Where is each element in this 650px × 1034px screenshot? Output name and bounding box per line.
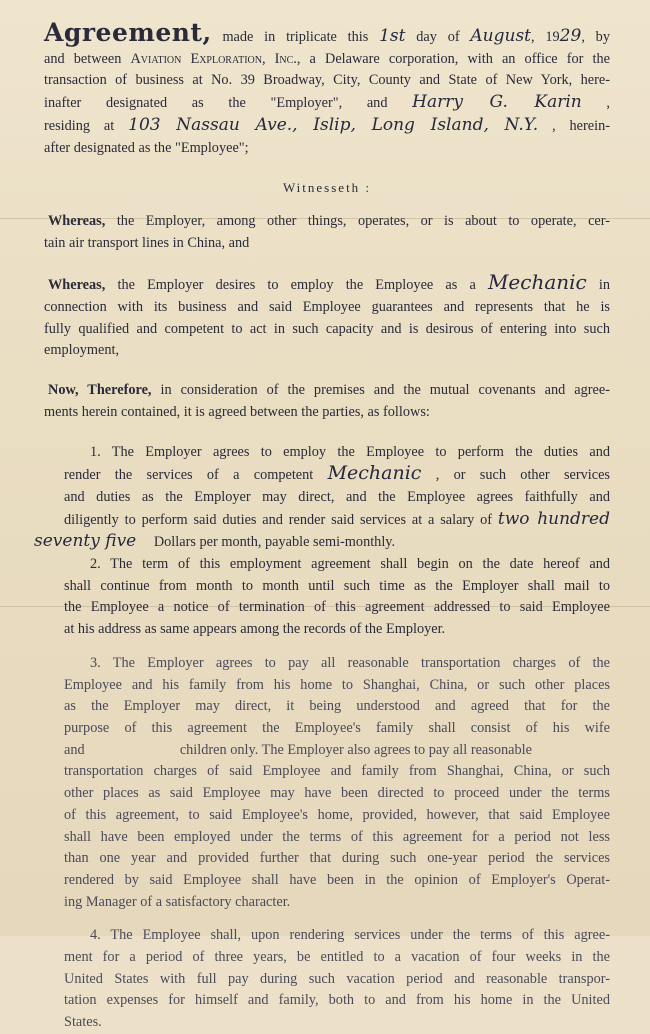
whereas-2-line-4: employment,: [44, 342, 120, 359]
company-name: Aviation Exploration, Inc.: [130, 50, 297, 67]
handwritten-salary: two hundred: [497, 508, 610, 529]
handwritten-employee-name: Harry G. Karin: [412, 92, 582, 113]
whereas-2-line-3: fully qualified and competent to act in such capacity and is desirous of entering into such: [44, 320, 610, 337]
header-line-5: residing at 103 Nassau Ave., Islip, Long Island, N.Y. , herein-: [44, 114, 611, 135]
handwritten-day: 1st: [379, 26, 406, 46]
handwritten-position: Mechanic: [487, 270, 587, 295]
whereas-1-line-1: Whereas, the Employer, among other things, operates, or is about to operate, cer-: [48, 212, 610, 229]
header-line-3: transaction of business at No. 39 Broadway, City, County and State of New York, here-: [44, 72, 610, 89]
clause-4: 4. The Employee shall, upon rendering services under the terms of this agree- ment for a period of three years, be entitled to a vacation of four weeks in the United States with full pay during such vacation period and reasonable transpor- tation expenses for himself and family, both to and from his home in the United States.: [64, 927, 610, 1031]
handwritten-month: August: [470, 26, 532, 46]
header-line-2: and between Aviation Exploration, Inc., a Delaware corporation, with an office for the: [44, 50, 610, 67]
clause-1-line-5: seventy five Dollars per month, payable semi-monthly.: [34, 531, 396, 552]
handwritten-year: 29: [559, 26, 582, 46]
paper-fold-line: [0, 218, 650, 219]
now-therefore-line-2: ments herein contained, it is agreed between the parties, as follows:: [44, 403, 430, 420]
whereas-2-line-1: Whereas, the Employer desires to employ the Employee as a Mechanic in: [48, 270, 611, 295]
clause-3: 3. The Employer agrees to pay all reasonable transportation charges of the Employee and his family from his home to Shanghai, China, or such other places as the Employer may direct, it being understood and agreed that for the purpose of this agreement the Employee's family shall consist of his wife and children only. The Employer also agrees to pay all reasonable transportation charges of said Employee and family from Shanghai, China, or such other places as said Employee may have been directed to proceed under the terms of this agreement, to said Employee's home, provided, however, that said Employee shall have been employed under the terms of this agreement for a period not less than one year and provided further that during such one-year period the services rendered by said Employee shall have been in the opinion of Employer's Operat- ing Manager of a satisfactory character.: [64, 654, 610, 910]
now-therefore-line-1: Now, Therefore, in consideration of the premises and the mutual covenants and agree-: [48, 382, 610, 399]
paper-fold-line: [0, 606, 650, 607]
witnesseth-heading: Witnesseth :: [282, 180, 372, 196]
header-line-1: Agreement, made in triplicate this 1st day of August, 1929, by: [44, 18, 610, 47]
whereas-1-line-2: tain air transport lines in China, and: [44, 234, 250, 251]
clause-1: 1. The Employer agrees to employ the Employee to perform the duties and render the services of a competent Mechanic , or such other services and duties as the Employer may direct, and the Employee agrees faithfully and diligently to perform said duties and render said services at a salary of two hundred: [64, 443, 611, 529]
clause-2: 2. The term of this employment agreement shall begin on the date hereof and shall continue from month to month until such time as the Employer shall mail to the Employee a notice of termination of this agreement addressed to said Employee at his address as same appears among the records of the Employer.: [64, 556, 610, 638]
whereas-2-line-2: connection with its business and said Employee guarantees and represents that he is: [44, 299, 610, 316]
agreement-title: Agreement,: [44, 18, 212, 47]
handwritten-salary: seventy five: [34, 531, 137, 552]
header-line-6: after designated as the "Employee";: [44, 139, 249, 156]
handwritten-position: Mechanic: [327, 462, 422, 485]
header-line-4: inafter designated as the "Employer", and Harry G. Karin ,: [44, 92, 610, 113]
handwritten-address: 103 Nassau Ave., Islip, Long Island, N.Y.: [128, 114, 539, 135]
